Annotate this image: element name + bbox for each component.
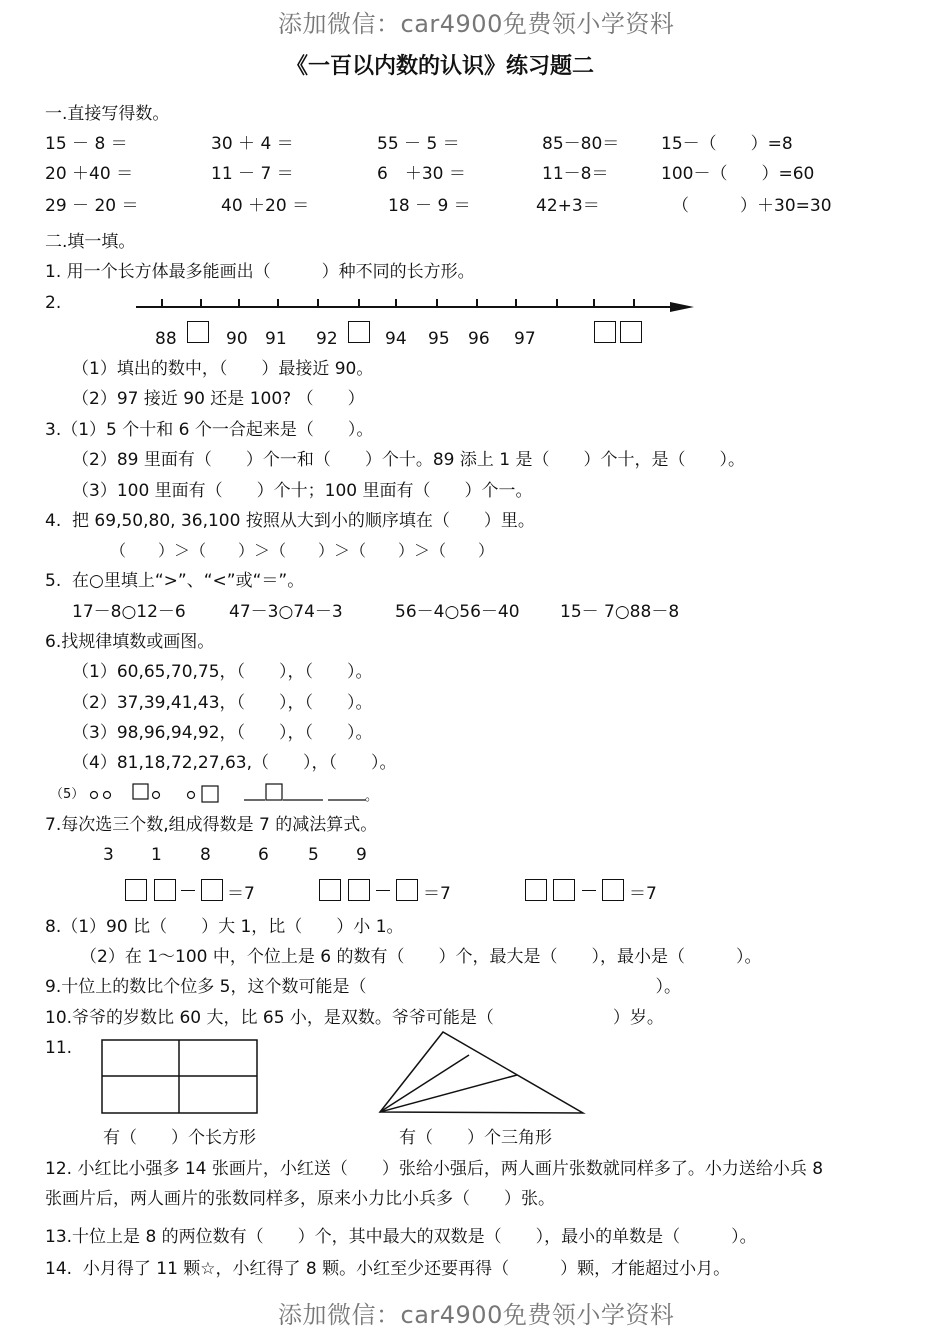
calc-item: 100－（ ）=60 (661, 164, 815, 184)
numline-label: 96 (468, 329, 490, 349)
question-6e-end: 。 (365, 789, 379, 804)
question-8b: （2）在 1～100 中，个位上是 6 的数有（ ）个，最大是（ ），最小是（ ）。 (80, 947, 762, 967)
question-6d: （4）81,18,72,27,63,（ ），（ ）。 (72, 753, 397, 773)
compare-item: 56－4○56－40 (395, 602, 520, 622)
question-6a: （1）60,65,70,75，（ ），（ ）。 (72, 662, 373, 682)
choice-number: 9 (356, 845, 367, 865)
compare-item: 17－8○12－6 (72, 602, 186, 622)
answer-box (201, 879, 223, 901)
question-7: 7.每次选三个数,组成得数是 7 的减法算式。 (45, 815, 378, 835)
answer-box (319, 879, 341, 901)
calc-item: 20 ＋40 ＝ (45, 164, 134, 184)
compare-item: 15－ 7○88－8 (560, 602, 680, 622)
calc-item: 18 － 9 ＝ (388, 196, 471, 216)
calc-item: 6 ＋30 ＝ (377, 164, 466, 184)
numline-label: 91 (265, 329, 287, 349)
numline-label: 90 (226, 329, 248, 349)
question-6b: （2）37,39,41,43，（ ），（ ）。 (72, 693, 373, 713)
watermark-bottom: 添加微信：car4900免费领小学资料 (278, 1301, 675, 1329)
calc-item: 40 ＋20 ＝ (221, 196, 310, 216)
question-4: 4. 把 69,50,80, 36,100 按照从大到小的顺序填在（ ）里。 (45, 511, 535, 531)
question-12-line1: 12. 小红比小强多 14 张画片，小红送（ ）张给小强后，两人画片张数就同样多了。小力送给小兵 8 (45, 1159, 824, 1179)
question-2a: （1）填出的数中，（ ）最接近 90。 (72, 359, 374, 379)
calc-item: 55 － 5 ＝ (377, 134, 460, 154)
answer-box (553, 879, 575, 901)
question-11-label: 11. (45, 1038, 73, 1058)
question-11b: 有（ ）个三角形 (399, 1128, 552, 1148)
calc-item: 11 － 7 ＝ (211, 164, 294, 184)
section1-title: 一.直接写得数。 (45, 104, 170, 124)
equals-seven: ＝7 (423, 884, 451, 904)
calc-item: 15－（ ）=8 (661, 134, 793, 154)
question-11a: 有（ ）个长方形 (103, 1128, 256, 1148)
question-12-line2: 张画片后，两人画片的张数同样多，原来小力比小兵多（ ）张。 (45, 1189, 555, 1209)
choice-number: 6 (258, 845, 269, 865)
page-title: 《一百以内数的认识》练习题二 (286, 54, 595, 79)
compare-item: 47－3○74－3 (229, 602, 343, 622)
equals-seven: ＝7 (629, 884, 657, 904)
question-9: 9.十位上的数比个位多 5，这个数可能是（ ）。 (45, 977, 681, 997)
question-3c: （3）100 里面有（ ）个十；100 里面有（ ）个一。 (72, 481, 533, 501)
question-8a: 8.（1）90 比（ ）大 1，比（ ）小 1。 (45, 917, 404, 937)
calc-item: （ ）＋30=30 (672, 196, 832, 216)
question-6: 6.找规律填数或画图。 (45, 632, 215, 652)
numline-label: 97 (514, 329, 536, 349)
choice-number: 1 (151, 845, 162, 865)
answer-box (525, 879, 547, 901)
calc-item: 15 － 8 ＝ (45, 134, 128, 154)
calc-item: 85－80＝ (542, 134, 620, 154)
calc-item: 29 － 20 ＝ (45, 196, 139, 216)
calc-item: 11－8＝ (542, 164, 609, 184)
question-6e-label: （5） (50, 787, 85, 802)
equals-seven: ＝7 (227, 884, 255, 904)
minus-sign (376, 890, 390, 891)
watermark-top: 添加微信：car4900免费领小学资料 (278, 10, 675, 38)
calc-item: 42+3＝ (536, 196, 600, 216)
section2-title: 二.填一填。 (45, 232, 136, 252)
question-3b: （2）89 里面有（ ）个一和（ ）个十。89 添上 1 是（ ）个十，是（ ）。 (72, 450, 746, 470)
answer-box (125, 879, 147, 901)
answer-box (602, 879, 624, 901)
question-6c: （3）98,96,94,92，（ ），（ ）。 (72, 723, 373, 743)
question-2-label: 2. (45, 293, 62, 313)
numline-label: 94 (385, 329, 407, 349)
minus-sign (181, 890, 195, 891)
numline-label: 95 (428, 329, 450, 349)
question-2b: （2）97 接近 90 还是 100? （ ） (72, 389, 365, 409)
question-1: 1. 用一个长方体最多能画出（ ）种不同的长方形。 (45, 262, 475, 282)
minus-sign (582, 890, 596, 891)
choice-number: 3 (103, 845, 114, 865)
answer-box (348, 879, 370, 901)
question-4-blanks: （ ）＞（ ）＞（ ）＞（ ）＞（ ） (110, 541, 495, 560)
question-14: 14. 小月得了 11 颗☆，小红得了 8 颗。小红至少还要再得（ ）颗，才能超过小月。 (45, 1259, 731, 1279)
question-10: 10.爷爷的岁数比 60 大，比 65 小，是双数。爷爷可能是（ ）岁。 (45, 1008, 664, 1028)
question-13: 13.十位上是 8 的两位数有（ ）个，其中最大的双数是（ ），最小的单数是（ ）。 (45, 1227, 757, 1247)
calc-item: 30 ＋ 4 ＝ (211, 134, 294, 154)
question-5: 5. 在○里填上“>”、“<”或“＝”。 (45, 571, 305, 591)
choice-number: 5 (308, 845, 319, 865)
answer-box (154, 879, 176, 901)
answer-box (396, 879, 418, 901)
numline-label: 88 (155, 329, 177, 349)
question-3a: 3.（1）5 个十和 6 个一合起来是（ ）。 (45, 420, 374, 440)
numline-label: 92 (316, 329, 338, 349)
choice-number: 8 (200, 845, 211, 865)
